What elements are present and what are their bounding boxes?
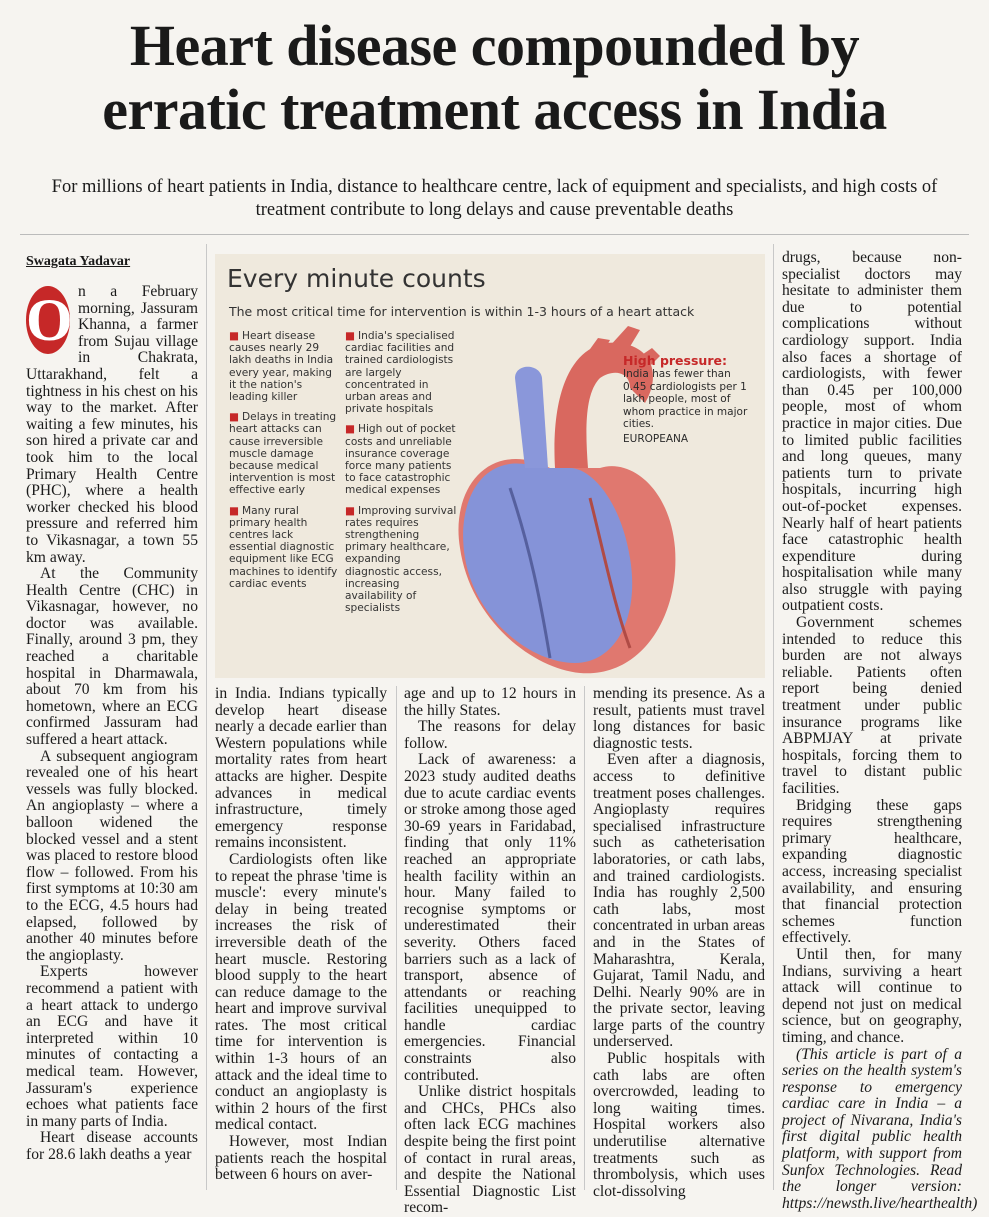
col3-para-1: age and up to 12 hours in the hilly States.: [404, 685, 576, 719]
col1-para-3: A subsequent angiogram revealed one of his heart vessels was fully blocked. An angioplasty – where a balloon widened the blocked vessel and a stent was placed to restore blood flow – followed. From his first symptoms at 10:30 am to the ECG, 4.5 hours had elapsed, followed by another 40 minutes before the angioplasty.: [26, 747, 198, 964]
column-5: [782, 249, 978, 1212]
column-separator: [396, 686, 397, 1190]
col5-para-1: drugs, because non-specialist doctors may hesitate to administer them due to potential complications without cardiology support. India also faces a shortage of cardiologists, with fewer than 0.45 per 100,000 people, most of whom practice in major cities. Due to limited public facilities and long queues, many patients turn to private hospitals, incurring high out-of-pocket expenses. Nearly half of heart patients face catastrophic health expenditure during hospitalisation while many also struggle with paying outpatient costs.: [782, 249, 962, 615]
col2-para-2: Cardiologists often like to repeat the phrase 'time is muscle': every minute's delay in being treated increases the risk of irreversible death of the heart muscle. Restoring blood supply to the heart can reduce damage to the heart and improve survival rates. The most critical time for intervention is within 1-3 hours of an attack and the ideal time to conduct an angioplasty is within 2 hours of the first medical contact.: [215, 850, 387, 1134]
col1-para-2: At the Community Health Centre (CHC) in Vikasnagar, however, no doctor was available. Finally, around 3 pm, they reached a charitable hospital in Dharmawala, about 70 km from his hometown, where an ECG confirmed Jassuram had suffered a heart attack.: [26, 565, 198, 749]
high-pressure-title: High pressure:: [623, 353, 727, 368]
headline-line-2: erratic treatment access in India: [102, 77, 887, 142]
col5-para-4: Until then, for many Indians, surviving a heart attack will continue to depend not just on medical science, but on geography, timing, and chance.: [782, 945, 962, 1046]
high-pressure-text: India has fewer than 0.45 cardiologists per 1 lakh people, most of whom practice in major cities.: [623, 368, 748, 430]
infographic-bullet: ■ Delays in treating heart attacks can cause irreversible muscle damage because medical intervention is most effective early: [229, 411, 337, 497]
col1-para-4: Experts however recommend a patient with a heart attack to undergo an ECG and have it interpreted within 10 minutes of contacting a medical team. However, Jassuram's experience echoes what patients face in many parts of India.: [26, 963, 198, 1130]
headline-line-1: Heart disease compounded by: [129, 13, 860, 78]
col4-para-2: Even after a diagnosis, access to definitive treatment poses challenges. Angioplasty requires specialised infrastructure such as catheterisation laboratories, or cath labs, and trained cardiologists. India has roughly 2,500 cath labs, most concentrated in urban areas and in the States of Maharashtra, Kerala, Gujarat, Tamil Nadu, and Delhi. Nearly 90% are in the private sector, leaving large parts of the country underserved.: [593, 751, 765, 1051]
headline: [0, 14, 989, 142]
col5-para-2: Government schemes intended to reduce this burden are not always reliable. Patients often report being denied treatment under public insurance programs like ABPMJAY at private hospitals, forcing them to travel to distant public facilities.: [782, 614, 962, 797]
high-pressure-callout: [623, 354, 751, 445]
byline: Swagata Yadavar: [26, 254, 131, 269]
column-1: [26, 284, 198, 1188]
deck: For millions of heart patients in India, distance to healthcare centre, lack of equipment and specialists, and high costs of treatment contribute to long delays and cause preventable deaths: [51, 177, 938, 220]
col2-para-3: However, most Indian patients reach the hospital between 6 hours on aver-: [215, 1133, 387, 1184]
infographic: [215, 254, 765, 678]
col5-series-note: (This article is part of a series on the health system's response to emergency cardiac care in India – a project of Nivarana, India's first digital public health platform, with support from Sunfox Technologies. Read the longer version: https://newsth.live/hearthealth): [782, 1045, 978, 1212]
col3-para-4: Unlike district hospitals and CHCs, PHCs also often lack ECG machines despite being the first point of contact in rural areas, and despite the National Essential Diagnostic List recom-: [404, 1083, 576, 1217]
infographic-bullet: ■ India's specialised cardiac facilities and trained cardiologists are largely concentrated in urban areas and private hospitals: [345, 330, 455, 416]
col2-para-1: in India. Indians typically develop heart disease nearly a decade earlier than Western populations while mortality rates from heart attacks are higher. Despite advances in medical infrastructure, timely emergency response remains inconsistent.: [215, 685, 387, 852]
infographic-bullet: ■ Many rural primary health centres lack essential diagnostic equipment like ECG machines to identify cardiac events: [229, 504, 338, 590]
infographic-bullet: ■ Improving survival rates requires strengthening primary healthcare, expanding diagnostic access, increasing availability of specialists: [345, 504, 457, 615]
column-3: [404, 685, 576, 1217]
col4-para-1: mending its presence. As a result, patients must travel long distances for basic diagnostic tests.: [593, 685, 765, 752]
column-separator: [584, 686, 585, 1190]
col3-para-3: Lack of awareness: a 2023 study audited deaths due to acute cardiac events or stroke among those aged 30-69 years in Faridabad, finding that only 11% reached an appropriate health facility within an hour. Many failed to recognise symptoms or underestimated their severity. Others faced barriers such as a lack of transport, absence of attendants or reaching facilities unequipped to handle cardiac emergencies. Financial constraints also contributed.: [404, 751, 576, 1084]
infographic-left-bullets: [229, 330, 341, 598]
col1-para-5: Heart disease accounts for 28.6 lakh deaths a year: [26, 1129, 198, 1163]
infographic-mid-bullets: [345, 330, 457, 622]
column-4: [593, 685, 765, 1200]
header-rule: [20, 234, 969, 235]
column-2: [215, 686, 387, 1186]
col5-para-3: Bridging these gaps requires strengthening primary healthcare, expanding diagnostic access, increasing specialist availability, and ensuring that financial protection schemes function effectively.: [782, 796, 962, 947]
infographic-bullet: ■ Heart disease causes nearly 29 lakh deaths in India every year, making it the nation's leading killer: [229, 330, 334, 404]
dropcap: O: [26, 287, 73, 353]
col4-para-3: Public hospitals with cath labs are often overcrowded, leading to long waiting times. Hospital workers also underutilise alternative treatments such as thrombolysis, which uses clot-dissolving: [593, 1050, 765, 1200]
col3-para-2: The reasons for delay follow.: [404, 718, 576, 752]
infographic-bullet: ■ High out of pocket costs and unreliable insurance coverage force many patients to face catastrophic medical expenses: [345, 423, 456, 497]
infographic-title: Every minute counts: [227, 264, 486, 293]
infographic-subtitle: The most critical time for intervention is within 1-3 hours of a heart attack: [229, 304, 695, 319]
image-credit: EUROPEANA: [623, 432, 689, 445]
column-separator: [206, 244, 207, 1190]
col1-para-1: O n a February morning, Jassuram Khanna, a farmer from Sujau village in Chakrata, Uttarakhand, felt a tightness in his chest on his way to the market. After waiting a few minutes, his son hired a private car and took him to the local Primary Health Centre (PHC), where a health worker checked his blood pressure and referred him to Vikasnagar, a town 55 km away.: [26, 283, 198, 566]
column-separator: [773, 244, 774, 1190]
